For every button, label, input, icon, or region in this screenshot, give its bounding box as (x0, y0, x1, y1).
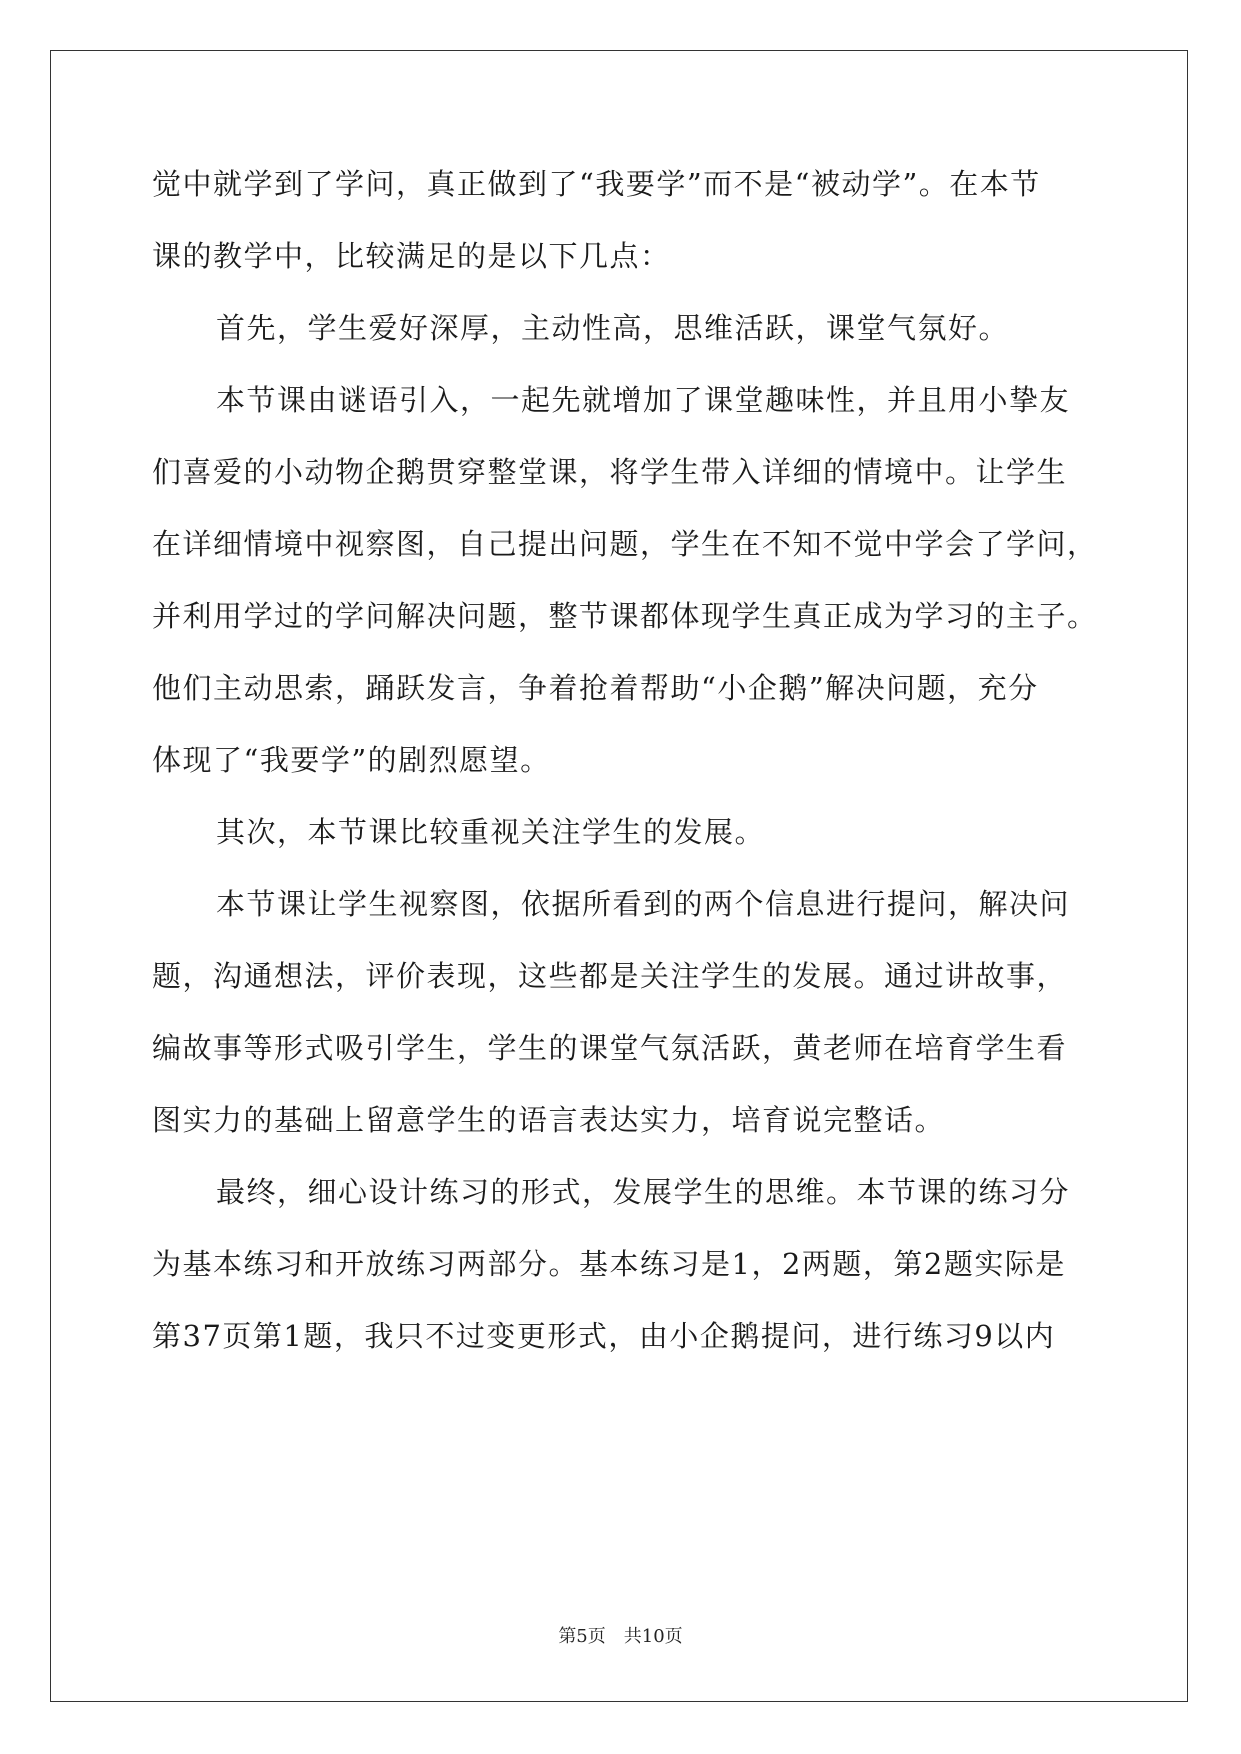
page-footer: 第5页 共10页 (558, 1626, 683, 1647)
text-line: 本节课让学生视察图，依据所看到的两个信息进行提问，解决问 (216, 887, 1071, 921)
text-line: 并利用学过的学问解决问题，整节课都体现学生真正成为学习的主子。 (152, 599, 1098, 633)
text-line: 为基本练习和开放练习两部分。基本练习是1，2两题，第2题实际是 (152, 1247, 1066, 1281)
text-line: 他们主动思索，踊跃发言，争着抢着帮助“小企鹅”解决问题，充分 (152, 671, 1039, 705)
text-line: 第37页第1题，我只不过变更形式，由小企鹅提问，进行练习9以内 (152, 1319, 1056, 1353)
paragraph-heading: 最终，细心设计练习的形式，发展学生的思维。本节课的练习分 (216, 1175, 1071, 1209)
text-line: 们喜爱的小动物企鹅贯穿整堂课，将学生带入详细的情境中。让学生 (152, 455, 1068, 489)
text-line: 编故事等形式吸引学生，学生的课堂气氛活跃，黄老师在培育学生看 (152, 1031, 1068, 1065)
text-line: 图实力的基础上留意学生的语言表达实力，培育说完整话。 (152, 1103, 946, 1137)
paragraph-heading: 首先，学生爱好深厚，主动性高，思维活跃，课堂气氛好。 (216, 311, 1010, 345)
text-line: 体现了“我要学”的剧烈愿望。 (152, 743, 551, 777)
text-line: 课的教学中，比较满足的是以下几点： (152, 239, 671, 273)
text-line: 题，沟通想法，评价表现，这些都是关注学生的发展。通过讲故事， (152, 959, 1068, 993)
paragraph-heading: 其次，本节课比较重视关注学生的发展。 (216, 815, 766, 849)
text-line: 在详细情境中视察图，自己提出问题，学生在不知不觉中学会了学问， (152, 527, 1098, 561)
page-border (50, 50, 1188, 1702)
text-line: 觉中就学到了学问，真正做到了“我要学”而不是“被动学”。在本节 (152, 167, 1041, 201)
text-line: 本节课由谜语引入，一起先就增加了课堂趣味性，并且用小挚友 (216, 383, 1071, 417)
